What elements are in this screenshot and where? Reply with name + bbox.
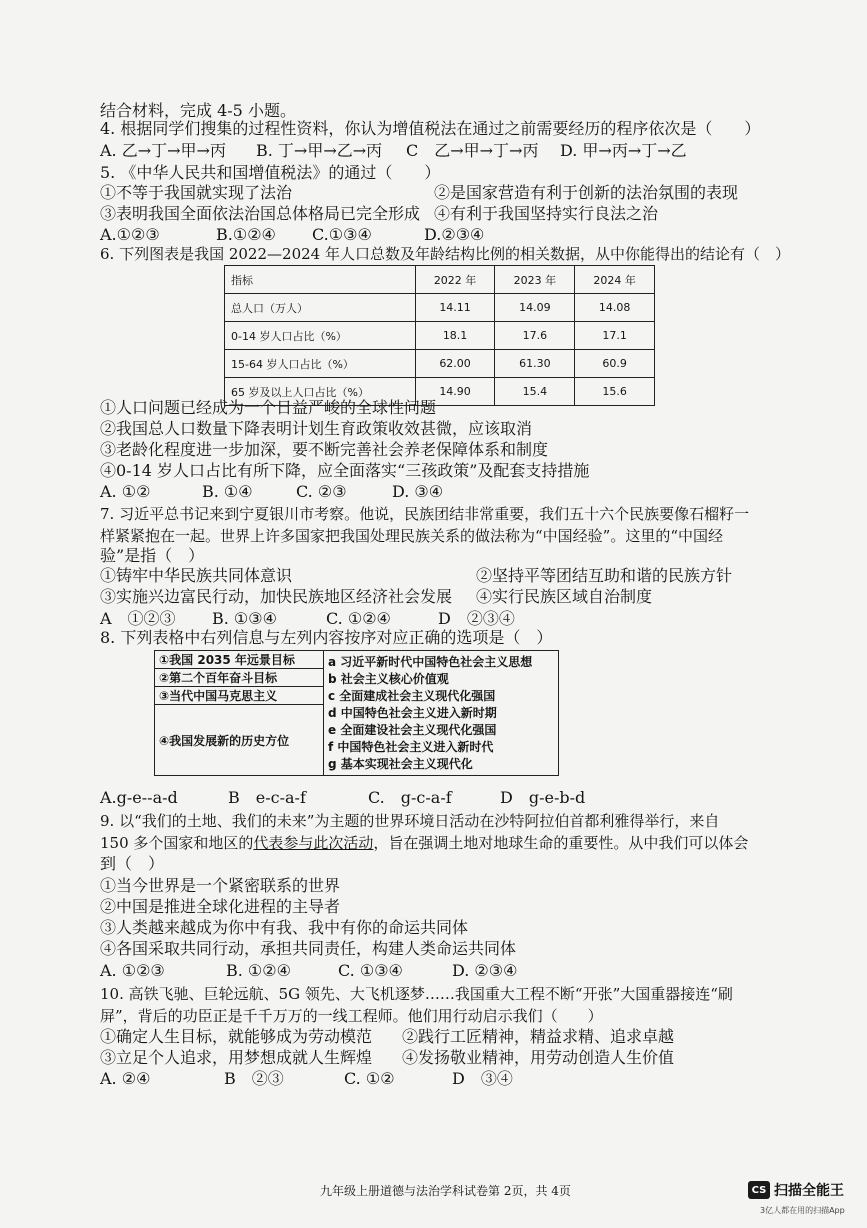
table-row — [225, 294, 655, 322]
q10-statement-3: ③立足个人追求，用梦想成就人生辉煌 — [100, 1048, 373, 1067]
left-item: ④我国发展新的历史方位 — [155, 705, 324, 776]
table-cell: 17.6 — [495, 322, 575, 350]
q5-statement-4: ④有利于我国坚持实行良法之治 — [434, 204, 659, 223]
table-header-cell: 2024 年 — [575, 266, 655, 294]
q9-option-c: C. ①③④ — [338, 961, 403, 980]
table-cell: 14.08 — [575, 294, 655, 322]
q10-statement-1: ①确定人生目标，就能够成为劳动模范 — [100, 1027, 373, 1046]
q8-stem: 8. 下列表格中右列信息与左列内容按序对应正确的选项是（ ） — [100, 628, 553, 647]
q9-underlined-phrase: 代表参与此次活动 — [253, 834, 374, 852]
q8-option-d: D g-e-b-d — [500, 788, 586, 807]
q7-option-d: D ②③④ — [438, 609, 515, 628]
q9-option-b: B. ①②④ — [226, 961, 291, 980]
q6-stem: 6. 下列图表是我国 2022—2024 年人口总数及年龄结构比例的相关数据，从中你能得出的结论有（ ） — [100, 245, 790, 263]
q5-option-d: D.②③④ — [424, 225, 485, 244]
watermark-title: 扫描全能王 — [774, 1183, 844, 1199]
q5-option-b: B.①②④ — [216, 225, 276, 244]
q7-line-2: 样紧紧抱在一起。世界上许多国家把我国处理民族关系的做法称为“中国经验”。这里的“中国经 — [100, 527, 724, 545]
table-cell: 17.1 — [575, 322, 655, 350]
right-item: b 社会主义核心价值观 — [328, 671, 449, 686]
left-item: ②第二个百年奋斗目标 — [155, 669, 324, 687]
q5-statement-1: ①不等于我国就实现了法治 — [100, 183, 293, 202]
q9-line-2-start: 150 多个国家和地区的 — [100, 834, 254, 852]
q6-option-d: D. ③④ — [392, 482, 444, 501]
q5-stem: 5. 《中华人民共和国增值税法》的通过（ ） — [100, 163, 441, 182]
q4-option-c: C 乙→甲→丁→丙 — [406, 141, 539, 160]
table-header-cell: 2023 年 — [495, 266, 575, 294]
q7-statement-2: ②坚持平等团结互助和谐的民族方针 — [476, 566, 733, 585]
q9-statement-3: ③人类越来越成为你中有我、我中有你的命运共同体 — [100, 918, 469, 937]
q6-option-b: B. ①④ — [202, 482, 253, 501]
table-row — [225, 322, 655, 350]
q10-option-d: D ③④ — [452, 1069, 513, 1088]
matching-table — [154, 650, 559, 776]
q4-option-a: A. 乙→丁→甲→丙 — [100, 141, 226, 160]
q4-stem: 4. 根据同学们搜集的过程性资料，你认为增值税法在通过之前需要经历的程序依次是（ ） — [100, 119, 761, 138]
q5-option-c: C.①③④ — [312, 225, 372, 244]
table-cell: 总人口（万人） — [225, 294, 416, 322]
q7-option-c: C. ①②④ — [326, 609, 391, 628]
right-column — [324, 651, 559, 776]
camscanner-logo-icon: CS — [748, 1181, 770, 1199]
q9-statement-1: ①当今世界是一个紧密联系的世界 — [100, 876, 341, 895]
q10-option-c: C. ①② — [344, 1069, 395, 1088]
q7-option-b: B. ①③④ — [212, 609, 277, 628]
q10-statement-4: ④发扬敬业精神，用劳动创造人生价值 — [402, 1048, 675, 1067]
q9-option-d: D. ②③④ — [452, 961, 518, 980]
q9-line-1: 9. 以“我们的土地、我们的未来”为主题的世界环境日活动在沙特阿拉伯首都利雅得举行，来自 — [100, 812, 720, 830]
q6-statement-1: ①人口问题已经成为一个日益严峻的全球性问题 — [100, 398, 437, 417]
q8-option-c: C. g-c-a-f — [368, 788, 452, 807]
watermark-subtitle: 3亿人都在用的扫描App — [760, 1206, 845, 1215]
q8-option-b: B e-c-a-f — [228, 788, 306, 807]
q10-line-1: 10. 高铁飞驰、巨轮远航、5G 领先、大飞机逐梦……我国重大工程不断“开张”大国重器接连“刷 — [100, 985, 733, 1003]
q10-option-a: A. ②④ — [100, 1069, 151, 1088]
q7-line-1: 7. 习近平总书记来到宁夏银川市考察。他说，民族团结非常重要，我们五十六个民族要像石榴籽一 — [100, 505, 750, 523]
left-item: ①我国 2035 年远景目标 — [155, 651, 324, 669]
table-cell: 0-14 岁人口占比（%） — [225, 322, 416, 350]
q6-statement-3: ③老龄化程度进一步加深，要不断完善社会养老保障体系和制度 — [100, 440, 549, 459]
q7-statement-1: ①铸牢中华民族共同体意识 — [100, 566, 293, 585]
population-table — [224, 265, 655, 406]
right-item: f 中国特色社会主义进入新时代 — [328, 739, 494, 754]
q9-line-3: 到（ ） — [100, 854, 165, 873]
intro-text: 结合材料，完成 4-5 小题。 — [100, 101, 296, 120]
right-item: c 全面建成社会主义现代化强国 — [328, 688, 496, 703]
table-cell: 15-64 岁人口占比（%） — [225, 350, 416, 378]
table-cell: 14.11 — [415, 294, 495, 322]
q7-statement-3: ③实施兴边富民行动，加快民族地区经济社会发展 — [100, 587, 453, 606]
q6-statement-2: ②我国总人口数量下降表明计划生育政策收效甚微，应该取消 — [100, 419, 533, 438]
q8-option-a: A.g-e--a-d — [100, 788, 178, 807]
q9-statement-4: ④各国采取共同行动，承担共同责任，构建人类命运共同体 — [100, 939, 517, 958]
right-item: g 基本实现社会主义现代化 — [328, 756, 473, 771]
table-cell: 62.00 — [415, 350, 495, 378]
right-item: d 中国特色社会主义进入新时期 — [328, 705, 497, 720]
table-header-cell: 2022 年 — [415, 266, 495, 294]
table-cell: 14.09 — [495, 294, 575, 322]
left-item: ③当代中国马克思主义 — [155, 687, 324, 705]
table-cell: 65 岁及以上人口占比（%） — [225, 378, 416, 406]
page-footer: 九年级上册道德与法治学科试卷第 2页，共 4页 — [320, 1184, 571, 1198]
table-row — [225, 350, 655, 378]
q9-line-2-end: ，旨在强调土地对地球生命的重要性。从中我们可以体会 — [373, 834, 749, 852]
q9-option-a: A. ①②③ — [100, 961, 165, 980]
right-item: e 全面建设社会主义现代化强国 — [328, 722, 497, 737]
table-cell: 15.4 — [495, 378, 575, 406]
q5-statement-3: ③表明我国全面依法治国总体格局已完全形成 — [100, 204, 421, 223]
table-header-row — [225, 266, 655, 294]
q6-option-a: A. ①② — [100, 482, 151, 501]
q10-statement-2: ②践行工匠精神，精益求精、追求卓越 — [402, 1027, 675, 1046]
q7-statement-4: ④实行民族区域自治制度 — [476, 587, 653, 606]
table-cell: 18.1 — [415, 322, 495, 350]
q9-statement-2: ②中国是推进全球化进程的主导者 — [100, 897, 341, 916]
q6-option-c: C. ②③ — [296, 482, 347, 501]
q5-statement-2: ②是国家营造有利于创新的法治氛围的表现 — [434, 183, 739, 202]
q7-line-3: 验”是指（ ） — [100, 546, 205, 565]
table-cell: 15.6 — [575, 378, 655, 406]
q7-option-a: A ①②③ — [100, 609, 176, 628]
table-header-cell: 指标 — [225, 266, 416, 294]
table-cell: 61.30 — [495, 350, 575, 378]
q6-statement-4: ④0-14 岁人口占比有所下降，应全面落实“三孩政策”及配套支持措施 — [100, 461, 590, 480]
q10-option-b: B ②③ — [224, 1069, 284, 1088]
right-item: a 习近平新时代中国特色社会主义思想 — [328, 654, 533, 669]
q10-line-2: 屏”，背后的功臣正是千千万万的一线工程师。他们用行动启示我们（ ） — [100, 1007, 603, 1025]
scanner-watermark — [748, 1180, 844, 1200]
q5-option-a: A.①②③ — [100, 225, 160, 244]
table-cell: 14.90 — [415, 378, 495, 406]
table-cell: 60.9 — [575, 350, 655, 378]
q9-line-2 — [100, 833, 748, 853]
q4-option-d: D. 甲→丙→丁→乙 — [560, 141, 687, 160]
q4-option-b: B. 丁→甲→乙→丙 — [256, 141, 383, 160]
